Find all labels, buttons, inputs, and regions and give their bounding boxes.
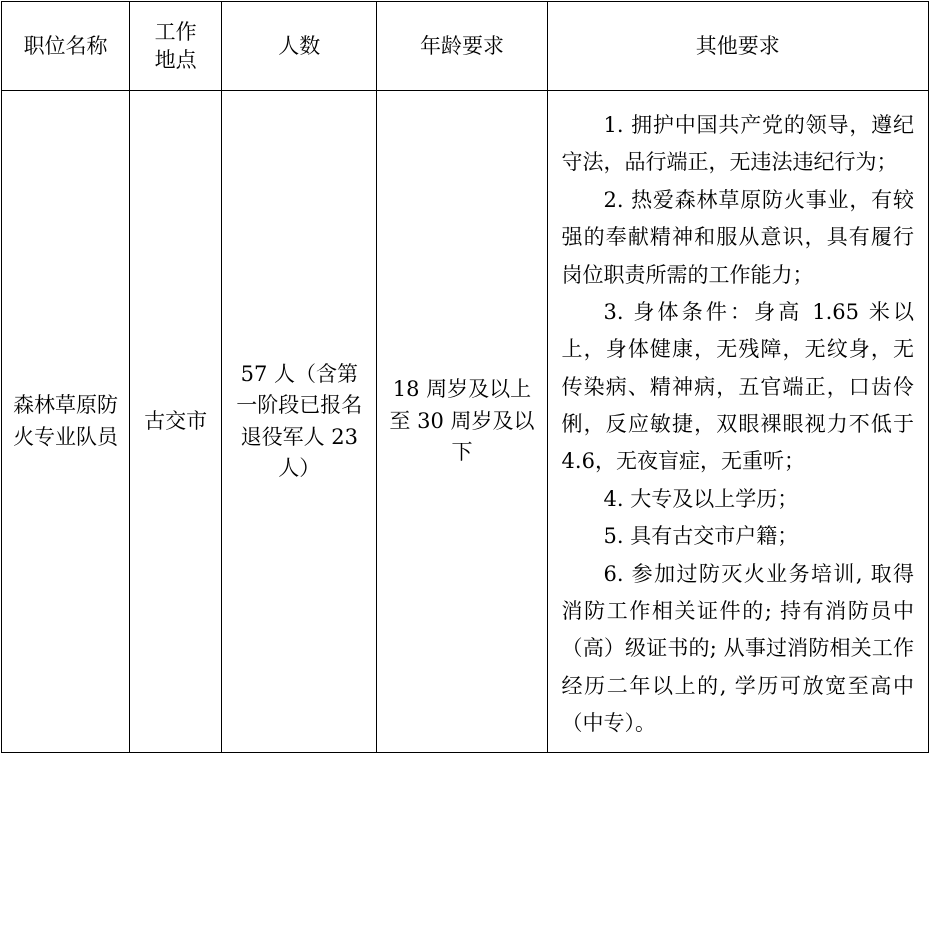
table-row <box>2 91 929 753</box>
column-header-work-location <box>130 2 222 91</box>
cell-position-title-text: 森林草原防火专业队员 <box>13 393 119 449</box>
requirement-item: 6. 参加过防灭火业务培训, 取得消防工作相关证件的; 持有消防员中（高）级证书的; 从事过消防相关工作经历二年以上的, 学历可放宽至高中（中专）。 <box>561 561 914 735</box>
column-header-age-requirement-label: 年龄要求 <box>419 33 504 58</box>
table-body <box>2 91 929 753</box>
cell-position-title <box>2 91 130 753</box>
column-header-other-requirements <box>547 2 928 91</box>
column-header-position-title-label: 职位名称 <box>23 33 108 58</box>
cell-headcount <box>222 91 377 753</box>
requirement-item: 4. 大专及以上学历； <box>603 486 799 511</box>
requirement-item: 2. 热爱森林草原防火事业，有较强的奉献精神和服从意识，具有履行岗位职责所需的工作能力； <box>561 187 914 287</box>
job-positions-table <box>1 1 929 753</box>
column-header-headcount <box>222 2 377 91</box>
column-header-work-location-label-line1: 工作 <box>154 19 197 44</box>
cell-headcount-text: 57 人（含第一阶段已报名退役军人 23 人） <box>236 361 363 481</box>
other-requirements-list <box>548 91 928 752</box>
column-header-headcount-label: 人数 <box>278 33 321 58</box>
column-header-position-title <box>2 2 130 91</box>
cell-age-requirement-text: 18 周岁及以上至 30 周岁及以下 <box>389 377 535 465</box>
cell-other-requirements <box>547 91 928 753</box>
column-header-work-location-label-line2: 地点 <box>154 48 197 72</box>
requirement-item: 5. 具有古交市户籍； <box>603 524 799 549</box>
column-header-other-requirements-label: 其他要求 <box>695 33 780 58</box>
table-header-row <box>2 2 929 91</box>
column-header-age-requirement <box>377 2 547 91</box>
requirement-item: 3. 身体条件：身高 1.65 米以上，身体健康，无残障，无纹身，无传染病、精神病，五官端正，口齿伶俐，反应敏捷，双眼裸眼视力不低于 4.6，无夜盲症，无重听； <box>561 299 914 474</box>
cell-work-location-text: 古交市 <box>144 408 208 433</box>
table-header <box>2 2 929 91</box>
requirement-item: 1. 拥护中国共产党的领导，遵纪守法，品行端正，无违法违纪行为； <box>561 113 914 175</box>
cell-age-requirement <box>377 91 547 753</box>
cell-work-location <box>130 91 222 753</box>
